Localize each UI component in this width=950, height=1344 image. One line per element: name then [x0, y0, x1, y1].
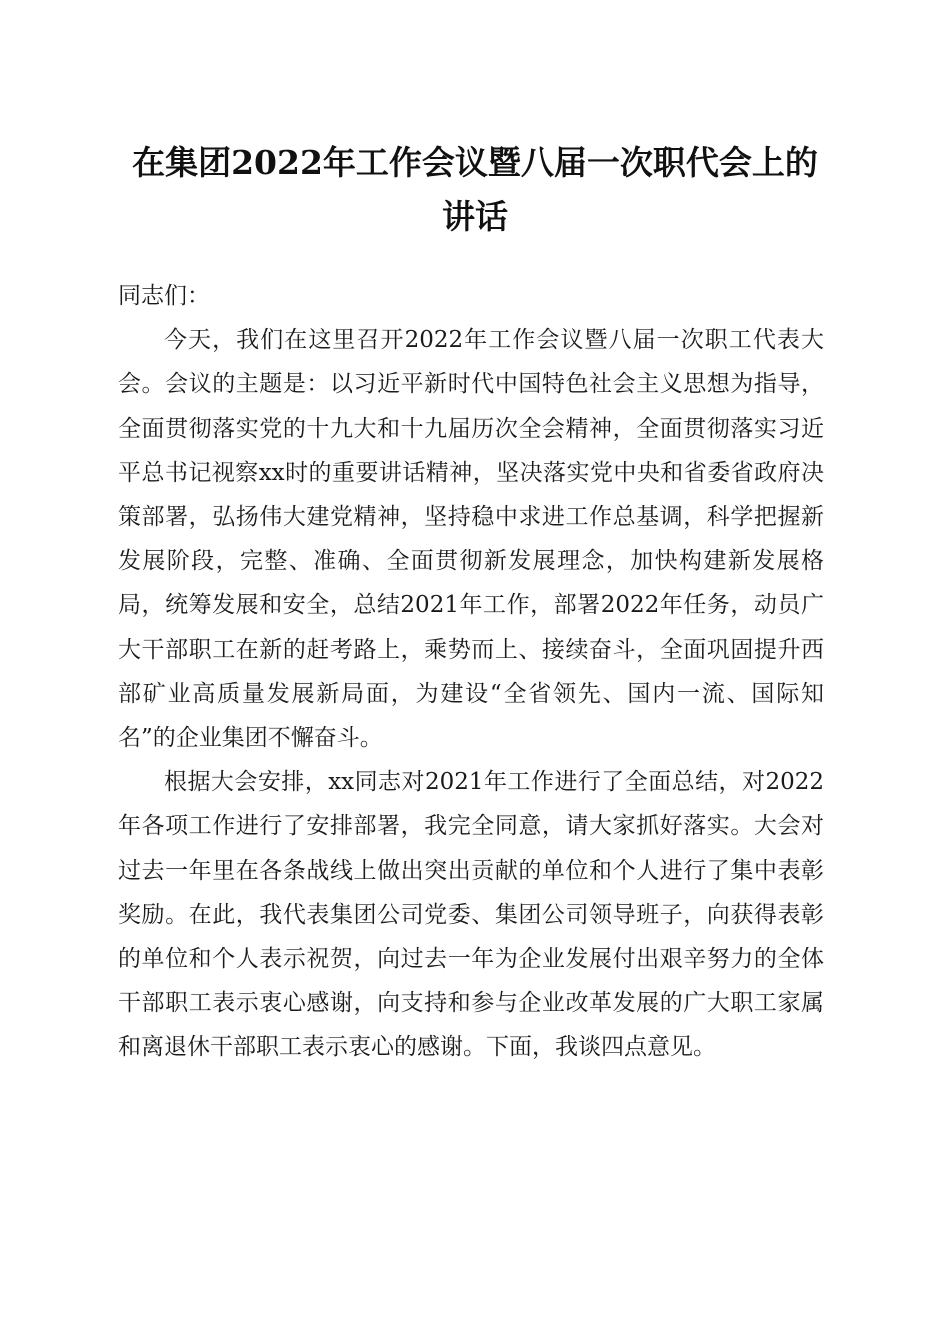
paragraph-2: 根据大会安排，xx同志对2021年工作进行了全面总结，对2022年各项工作进行了安排部署，我完全同意，请大家抓好落实。大会对过去一年里在各条战线上做出突出贡献的单位和个人进行了集中表彰奖励。在此，我代表集团公司党委、集团公司领导班子，向获得表彰的单位和个人表示祝贺，向过去一年为企业发展付出艰辛努力的全体干部职工表示衷心感谢，向支持和参与企业改革发展的广大职工家属和离退休干部职工表示衷心的感谢。下面，我谈四点意见。 [118, 769, 824, 1061]
document-title: 在集团2022年工作会议暨八届一次职代会上的讲话 [132, 143, 818, 236]
salutation: 同志们： [118, 283, 210, 309]
paragraph-1: 今天，我们在这里召开2022年工作会议暨八届一次职工代表大会。会议的主题是：以习近平新时代中国特色社会主义思想为指导，全面贯彻落实党的十九大和十九届历次全会精神，全面贯彻落实习近平总书记视察xx时的重要讲话精神，坚决落实党中央和省委省政府决策部署，弘扬伟大建党精神，坚持稳中求进工作总基调，科学把握新发展阶段，完整、准确、全面贯彻新发展理念，加快构建新发展格局，统筹发展和安全，总结2021年工作，部署2022年任务，动员广大干部职工在新的赶考路上，乘势而上、接续奋斗，全面巩固提升西部矿业高质量发展新局面，为建设“全省领先、国内一流、国际知名”的企业集团不懈奋斗。 [118, 327, 824, 752]
document-body [118, 274, 824, 1070]
